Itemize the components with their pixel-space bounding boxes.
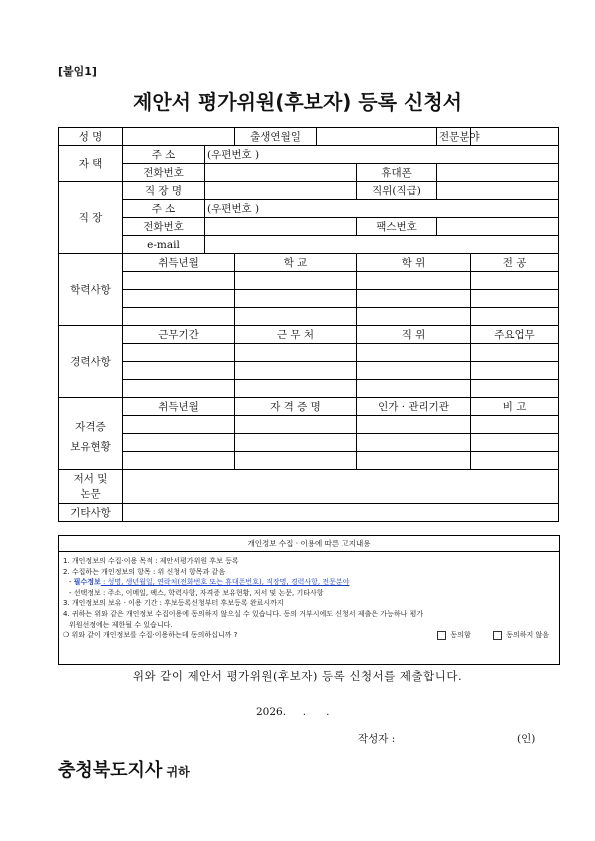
career-header: 직 위	[357, 326, 471, 344]
form-title: 제안서 평가위원(후보자) 등록 신청서	[133, 90, 462, 114]
certificates-row	[59, 416, 559, 434]
career-row	[59, 362, 559, 380]
agree-checkbox[interactable]	[437, 631, 446, 640]
fax-field[interactable]	[437, 218, 559, 236]
career-header: 주요업무	[471, 326, 559, 344]
author-label: 작성자 :	[358, 733, 396, 745]
certificates-header: 비 고	[471, 398, 559, 416]
certificates-header: 취득년월	[123, 398, 235, 416]
work-address-label: 주 소	[123, 200, 205, 218]
position-field[interactable]	[437, 182, 559, 200]
required-label: 필수정보	[73, 578, 101, 587]
mobile-field[interactable]	[437, 164, 559, 182]
name-field[interactable]	[123, 128, 235, 146]
required-prefix: -	[69, 578, 74, 587]
date-line: 2026. . .	[256, 706, 330, 718]
birth-field[interactable]	[317, 128, 437, 146]
recipient-name: 충청북도지사	[58, 760, 163, 781]
birth-label: 출생연월일	[235, 128, 317, 146]
certificates-row	[59, 452, 559, 470]
publications-label-line2: 논문	[80, 487, 101, 500]
notice-line: 위원선정에는 제한될 수 있습니다.	[69, 620, 173, 629]
disagree-label: 동의하지 않음	[506, 631, 549, 640]
email-field[interactable]	[205, 236, 559, 254]
consent-options	[437, 630, 549, 641]
career-header: 근 무 처	[235, 326, 357, 344]
submit-sentence: 위와 같이 제안서 평가위원(후보자) 등록 신청서를 제출합니다.	[132, 669, 463, 683]
certificates-label	[59, 398, 123, 470]
notice-line: 2. 수집하는 개인정보의 항목 : 위 신청서 항목과 같음	[63, 567, 226, 576]
work-address-field[interactable]: (우편번호 )	[205, 200, 559, 218]
home-phone-field[interactable]	[205, 164, 357, 182]
publications-label-line1: 저서 및	[73, 472, 108, 485]
education-row	[59, 290, 559, 308]
career-row	[59, 380, 559, 398]
consent-question: ❍ 위와 같이 개인정보를 수집·이용하는데 동의하십니까 ?	[63, 631, 238, 640]
disagree-checkbox[interactable]	[493, 631, 502, 640]
home-label: 자 택	[59, 146, 123, 182]
education-label: 학력사항	[59, 254, 123, 326]
recipient	[58, 756, 190, 782]
fax-label: 팩스번호	[357, 218, 437, 236]
workplace-label: 직 장 명	[123, 182, 205, 200]
privacy-notice	[58, 535, 560, 665]
notice-required-line	[63, 577, 559, 588]
home-address-label: 주 소	[123, 146, 205, 164]
email-label: e-mail	[123, 236, 205, 254]
required-text: : 성명, 생년월일, 연락처(전화번호 또는 휴대폰번호), 직장명, 경력사항, 전문분야	[100, 578, 350, 587]
notice-line: 1. 개인정보의 수집·이용 목적 : 제안서평가위원 후보 등록	[63, 557, 239, 565]
certificates-label-line1: 자격증	[75, 420, 106, 433]
agree-label: 동의함	[450, 631, 471, 640]
certificates-header: 인가 · 관리기관	[357, 398, 471, 416]
education-header: 학 교	[235, 254, 357, 272]
privacy-notice-body	[59, 552, 559, 641]
education-row	[59, 272, 559, 290]
notice-line: 3. 개인정보의 보유 · 이용 기간 : 후보등록신청부터 후보등록 완료시까지	[63, 599, 284, 608]
recipient-suffix: 귀하	[162, 765, 190, 779]
name-label: 성 명	[59, 128, 123, 146]
certificates-header: 자 격 증 명	[235, 398, 357, 416]
work-phone-field[interactable]	[205, 218, 357, 236]
workplace-field[interactable]	[205, 182, 357, 200]
attachment-label: [붙임1]	[58, 65, 97, 78]
others-field[interactable]	[123, 504, 559, 522]
notice-line: 4. 귀하는 위와 같은 개인정보 수집이용에 동의하지 않으실 수 있습니다. 동의 거부시에도 신청서 제출은 가능하나 평가	[63, 609, 424, 618]
notice-line: - 선택정보 : 주소, 이메일, 팩스, 학력사항, 자격증 보유현황, 저서 및 논문, 기타사항	[69, 588, 324, 597]
publications-label	[59, 470, 123, 504]
application-form-table	[58, 127, 559, 522]
consent-row	[63, 630, 559, 641]
specialty-field[interactable]	[471, 128, 559, 146]
others-label: 기타사항	[59, 504, 123, 522]
privacy-notice-heading: 개인정보 수집 · 이용에 따른 고지내용	[59, 536, 559, 552]
education-row	[59, 308, 559, 326]
education-header: 취득년월	[123, 254, 235, 272]
certificates-row	[59, 434, 559, 452]
career-header: 근무기간	[123, 326, 235, 344]
specialty-label: 전문분야	[437, 128, 471, 146]
education-header: 학 위	[357, 254, 471, 272]
publications-field[interactable]	[123, 470, 559, 504]
home-address-field[interactable]: (우편번호 )	[205, 146, 559, 164]
career-label: 경력사항	[59, 326, 123, 398]
certificates-label-line2: 보유현황	[70, 440, 111, 453]
work-label: 직 장	[59, 182, 123, 254]
work-phone-label: 전화번호	[123, 218, 205, 236]
career-row	[59, 344, 559, 362]
seal-mark: (인)	[517, 733, 536, 745]
education-header: 전 공	[471, 254, 559, 272]
position-label: 직위(직급)	[357, 182, 437, 200]
home-phone-label: 전화번호	[123, 164, 205, 182]
mobile-label: 휴대폰	[357, 164, 437, 182]
